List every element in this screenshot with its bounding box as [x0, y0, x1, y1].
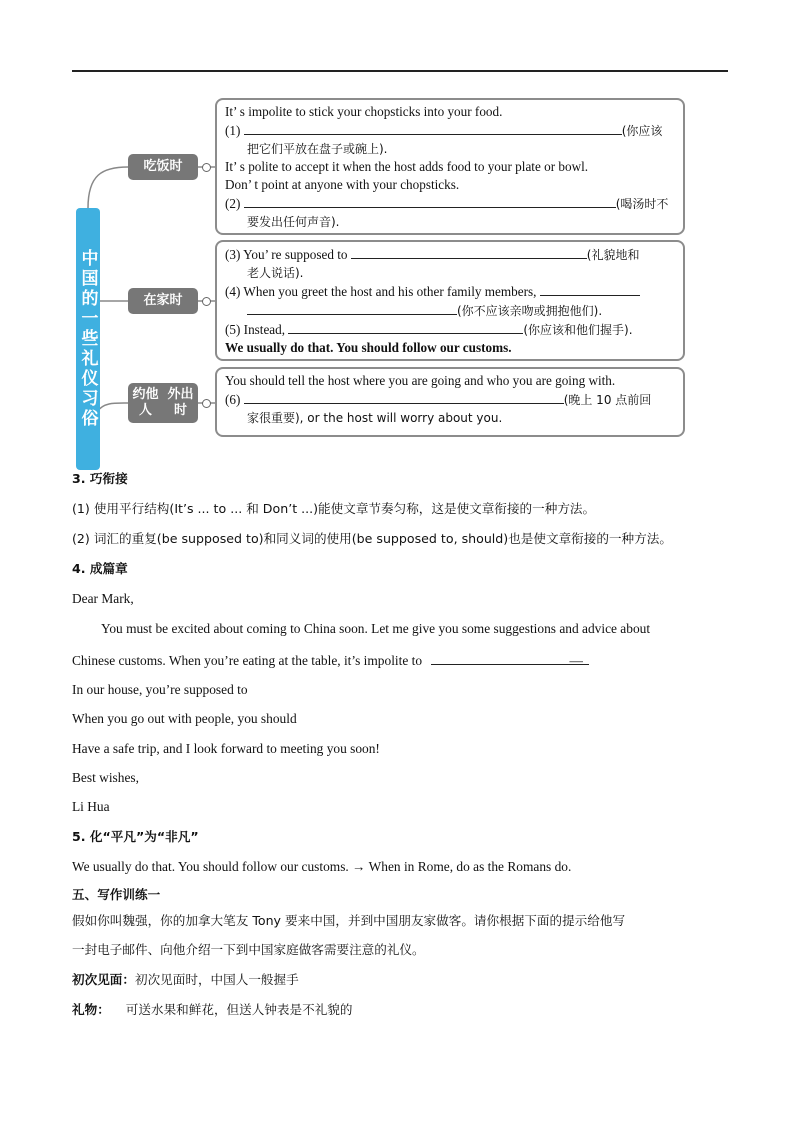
home-line-6: We usually do that. You should follow our customs. [225, 340, 512, 355]
blank-4b[interactable] [247, 301, 457, 315]
blank-2[interactable] [244, 194, 616, 208]
eating-line-4: It’ s polite to accept it when the host adds food to your plate or bowl. [225, 159, 589, 174]
branch-dot [202, 163, 211, 172]
letter-signature: Li Hua [72, 799, 110, 814]
branch-dot [202, 399, 211, 408]
blank-3[interactable] [351, 245, 587, 259]
out-line-3: 家很重要), or the host will worry about you. [247, 411, 503, 425]
hint-text: 初次见面时，中国人一般握手 [134, 972, 299, 987]
letter-paragraph-4: When you go out with people, you should [72, 711, 297, 726]
box-eating [215, 98, 685, 235]
eating-line-6: (2) (喝汤时不 [225, 196, 669, 211]
letter-paragraph-2: Chinese customs. When you’re eating at the table, it’s impolite to — [72, 651, 728, 670]
branch-going-out-line2: 外出时 [167, 387, 194, 418]
blank-6[interactable] [244, 390, 564, 404]
out-line-2: (6) (晚上 10 点前回 [225, 392, 652, 407]
eating-line-2: (1) (你应该 [225, 123, 663, 138]
section-3-point-2: (2) 词汇的重复(be supposed to)和同义词的使用(be supposed to, should)也是使文章衔接的一种方法。 [72, 531, 672, 546]
letter-paragraph-5: Have a safe trip, and I look forward to meeting you soon! [72, 741, 380, 756]
section-writing-title: 五、写作训练一 [72, 887, 161, 902]
section-4-title: 4. 成篇章 [72, 561, 128, 576]
eating-line-7: 要发出任何声音). [247, 215, 340, 229]
letter-paragraph-1: You must be excited about coming to China soon. Let me give you some suggestions and advice about [101, 621, 651, 636]
letter-closing: Best wishes, [72, 770, 139, 785]
eating-line-5: Don’ t point at anyone with your chopsticks. [225, 177, 460, 192]
letter-paragraph-3: In our house, you’re supposed to [72, 682, 248, 697]
hint-label: 礼物： [72, 1002, 110, 1017]
letter-blank-1[interactable] [431, 651, 589, 665]
section-3-title: 3. 巧衔接 [72, 471, 128, 486]
branch-eating: 吃饭时 [128, 154, 198, 180]
writing-prompt-line-2: 一封电子邮件、向他介绍一下到中国家庭做客需要注意的礼仪。 [72, 942, 425, 957]
section-5-line: We usually do that. You should follow our customs. → When in Rome, do as the Romans do. [72, 859, 572, 874]
blank-5[interactable] [288, 320, 523, 334]
branch-dot [202, 297, 211, 306]
branch-at-home: 在家时 [128, 288, 198, 314]
customs-mindmap [72, 95, 692, 440]
mindmap-root: 中国的一些礼仪习俗 [76, 208, 100, 470]
home-line-4: (你不应该亲吻或拥抱他们). [225, 301, 675, 320]
home-line-5: (5) Instead, (你应该和他们握手). [225, 322, 633, 337]
letter-salutation: Dear Mark, [72, 591, 134, 606]
top-rule [72, 70, 728, 72]
hint-label: 初次见面： [72, 972, 135, 987]
blank-1[interactable] [244, 121, 622, 135]
out-line-1: You should tell the host where you are going and who you are going with. [225, 373, 616, 388]
home-line-3: (4) When you greet the host and his other family members, [225, 282, 675, 301]
section-3-point-1: (1) 使用平行结构(It’s ... to ... 和 Don’t ...)能使文章节奏匀称，这是使文章衔接的一种方法。 [72, 501, 596, 516]
eating-line-1: It’ s impolite to stick your chopsticks into your food. [225, 104, 503, 119]
box-going-out [215, 367, 685, 437]
home-line-1: (3) You’ re supposed to (礼貌地和 [225, 247, 640, 262]
section-5-title: 5. 化“平凡”为“非凡” [72, 829, 199, 844]
hint-text: 可送水果和鲜花，但送人钟表是不礼貌的 [125, 1002, 353, 1017]
home-line-2: 老人说话). [247, 266, 304, 280]
branch-going-out [128, 383, 198, 423]
writing-prompt-line-1: 假如你叫魏强，你的加拿大笔友 Tony 要来中国，并到中国朋友家做客。请你根据下面的提示给他写 [72, 913, 626, 928]
eating-line-3: 把它们平放在盘子或碗上). [247, 142, 388, 156]
branch-going-out-line1: 约他人 [132, 387, 159, 418]
writing-hint-gifts [72, 1001, 728, 1019]
blank-4a[interactable] [540, 282, 640, 296]
box-at-home [215, 240, 685, 361]
writing-hint-first-meeting [72, 971, 728, 989]
